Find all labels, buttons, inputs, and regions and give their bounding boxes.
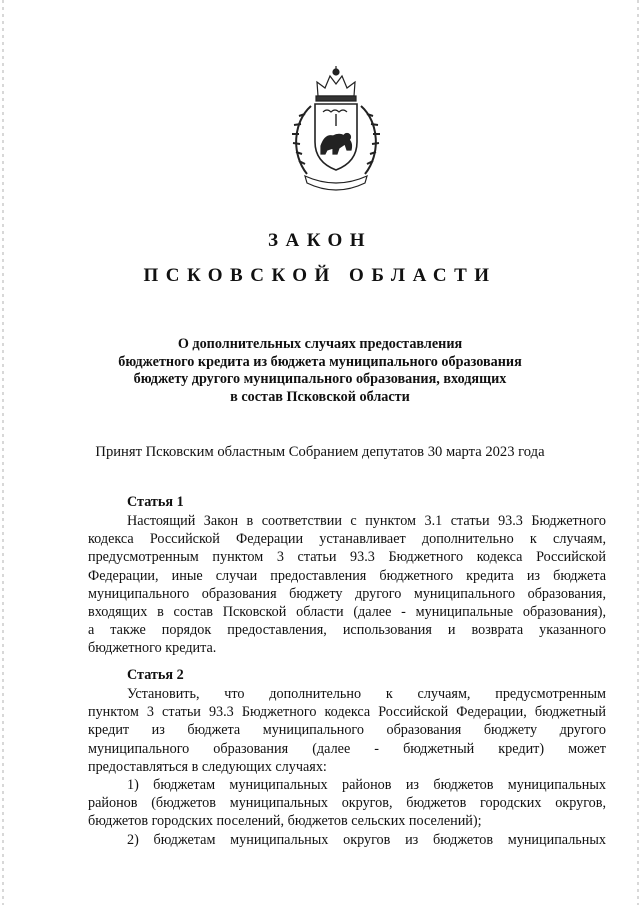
text-line: бюджетного кредита.: [88, 640, 217, 657]
text-line: входящих в состав Псковской области (далее - муниципальные образования),: [88, 604, 606, 621]
article-2-text: [88, 685, 606, 849]
text-line: муниципального образования бюджету другого муниципального образования,: [88, 585, 606, 602]
pskov-coat-of-arms-icon: [281, 62, 391, 197]
text-line: предоставляться в следующих случаях:: [88, 758, 327, 775]
text-line: кодекса Российской Федерации устанавливает дополнительно к случаям,: [88, 531, 606, 548]
subject-line: бюджетного кредита из бюджета муниципального образования: [118, 353, 522, 370]
law-title: ЗАКОН: [267, 230, 373, 251]
law-subject: [90, 336, 550, 406]
subject-line: О дополнительных случаях предоставления: [177, 336, 463, 352]
text-line: кредит из бюджета муниципального образования бюджету другого: [88, 722, 606, 739]
adoption-note: Принят Псковским областным Собранием депутатов 30 марта 2023 года: [95, 444, 545, 460]
text-line: а также порядок предоставления, использования и возврата указанного: [88, 622, 606, 639]
text-line: Настоящий Закон в соответствии с пунктом 3.1 статьи 93.3 Бюджетного: [127, 513, 606, 529]
list-item-line: 2) бюджетам муниципальных округов из бюджетов муниципальных: [127, 831, 606, 848]
article-2-heading: Статья 2: [127, 667, 184, 683]
list-item-line: 1) бюджетам муниципальных районов из бюджетов муниципальных: [127, 777, 606, 794]
text-line: Установить, что дополнительно к случаям, предусмотренным: [127, 686, 606, 702]
law-region-title: ПСКОВСКОЙ ОБЛАСТИ: [143, 265, 497, 286]
subject-line: бюджету другого муниципального образования, входящих: [133, 371, 507, 387]
text-line: муниципального образования (далее - бюджетный кредит) может: [88, 740, 606, 757]
article-1-text: [88, 512, 606, 658]
list-item-line: районов (бюджетов муниципальных округов, бюджетов городских округов,: [88, 795, 606, 812]
text-line: Федерации, иные случаи предоставления бюджетного кредита из бюджета: [88, 567, 606, 584]
text-line: пунктом 3 статьи 93.3 Бюджетного кодекса Российской Федерации, бюджетный: [88, 704, 606, 721]
list-item-line: бюджетов городских поселений, бюджетов сельских поселений);: [88, 813, 482, 830]
text-line: предусмотренным пунктом 3 статьи 93.3 Бюджетного кодекса Российской: [88, 549, 606, 566]
subject-line: в состав Псковской области: [230, 388, 410, 405]
article-1-heading: Статья 1: [127, 494, 184, 510]
